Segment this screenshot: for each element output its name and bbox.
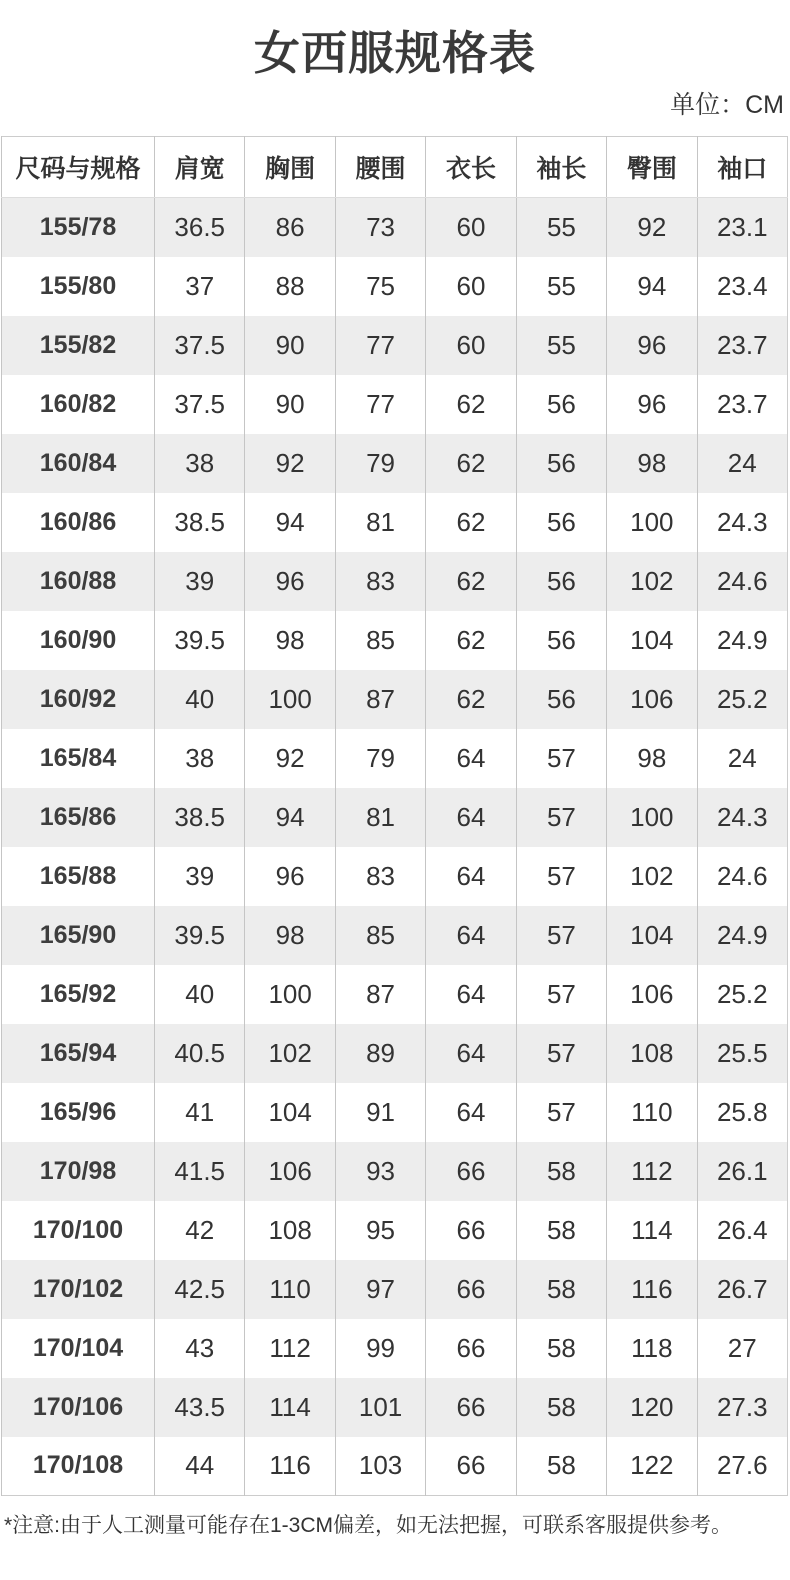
- value-cell: 43: [155, 1319, 245, 1378]
- value-cell: 75: [335, 257, 425, 316]
- value-cell: 87: [335, 670, 425, 729]
- value-cell: 23.7: [697, 375, 787, 434]
- size-cell: 155/80: [2, 257, 155, 316]
- header-cell-1: 肩宽: [155, 137, 245, 198]
- value-cell: 114: [245, 1378, 335, 1437]
- size-cell: 165/94: [2, 1024, 155, 1083]
- value-cell: 57: [516, 847, 606, 906]
- value-cell: 114: [607, 1201, 697, 1260]
- table-row: [2, 611, 788, 670]
- value-cell: 79: [335, 729, 425, 788]
- value-cell: 58: [516, 1437, 606, 1496]
- value-cell: 110: [245, 1260, 335, 1319]
- value-cell: 56: [516, 611, 606, 670]
- value-cell: 37.5: [155, 316, 245, 375]
- value-cell: 108: [245, 1201, 335, 1260]
- value-cell: 24.6: [697, 552, 787, 611]
- header-cell-4: 衣长: [426, 137, 516, 198]
- header-cell-7: 袖口: [697, 137, 787, 198]
- value-cell: 94: [245, 493, 335, 552]
- value-cell: 64: [426, 788, 516, 847]
- value-cell: 100: [245, 965, 335, 1024]
- value-cell: 24.9: [697, 906, 787, 965]
- table-row: [2, 729, 788, 788]
- size-cell: 155/82: [2, 316, 155, 375]
- table-header-row: [2, 137, 788, 198]
- table-row: [2, 906, 788, 965]
- table-row: [2, 493, 788, 552]
- value-cell: 37.5: [155, 375, 245, 434]
- value-cell: 95: [335, 1201, 425, 1260]
- value-cell: 66: [426, 1437, 516, 1496]
- value-cell: 96: [607, 375, 697, 434]
- value-cell: 43.5: [155, 1378, 245, 1437]
- value-cell: 83: [335, 552, 425, 611]
- value-cell: 98: [245, 611, 335, 670]
- value-cell: 83: [335, 847, 425, 906]
- value-cell: 58: [516, 1142, 606, 1201]
- table-row: [2, 1142, 788, 1201]
- table-body: [2, 198, 788, 1496]
- size-cell: 160/84: [2, 434, 155, 493]
- table-row: [2, 847, 788, 906]
- size-cell: 170/104: [2, 1319, 155, 1378]
- value-cell: 62: [426, 434, 516, 493]
- value-cell: 92: [245, 434, 335, 493]
- size-cell: 165/88: [2, 847, 155, 906]
- table-row: [2, 1024, 788, 1083]
- value-cell: 90: [245, 375, 335, 434]
- header-cell-2: 胸围: [245, 137, 335, 198]
- value-cell: 60: [426, 316, 516, 375]
- value-cell: 99: [335, 1319, 425, 1378]
- value-cell: 64: [426, 965, 516, 1024]
- value-cell: 66: [426, 1319, 516, 1378]
- value-cell: 36.5: [155, 198, 245, 257]
- value-cell: 38: [155, 434, 245, 493]
- value-cell: 24.6: [697, 847, 787, 906]
- value-cell: 58: [516, 1319, 606, 1378]
- value-cell: 57: [516, 729, 606, 788]
- note-text: *注意:由于人工测量可能存在1-3CM偏差，如无法把握，可联系客服提供参考。: [4, 1514, 733, 1537]
- value-cell: 85: [335, 611, 425, 670]
- spec-table: [1, 136, 788, 1496]
- size-cell: 165/92: [2, 965, 155, 1024]
- value-cell: 116: [607, 1260, 697, 1319]
- size-cell: 170/106: [2, 1378, 155, 1437]
- value-cell: 41: [155, 1083, 245, 1142]
- value-cell: 58: [516, 1201, 606, 1260]
- value-cell: 88: [245, 257, 335, 316]
- value-cell: 66: [426, 1260, 516, 1319]
- value-cell: 66: [426, 1201, 516, 1260]
- value-cell: 55: [516, 257, 606, 316]
- value-cell: 104: [607, 906, 697, 965]
- value-cell: 103: [335, 1437, 425, 1496]
- size-cell: 165/96: [2, 1083, 155, 1142]
- value-cell: 57: [516, 1083, 606, 1142]
- value-cell: 98: [607, 729, 697, 788]
- value-cell: 42.5: [155, 1260, 245, 1319]
- value-cell: 40: [155, 670, 245, 729]
- value-cell: 104: [607, 611, 697, 670]
- value-cell: 38.5: [155, 788, 245, 847]
- value-cell: 23.7: [697, 316, 787, 375]
- value-cell: 58: [516, 1378, 606, 1437]
- size-cell: 160/92: [2, 670, 155, 729]
- value-cell: 62: [426, 670, 516, 729]
- value-cell: 102: [245, 1024, 335, 1083]
- value-cell: 57: [516, 788, 606, 847]
- value-cell: 39.5: [155, 906, 245, 965]
- table-row: [2, 1437, 788, 1496]
- size-cell: 160/90: [2, 611, 155, 670]
- header-cell-3: 腰围: [335, 137, 425, 198]
- value-cell: 96: [607, 316, 697, 375]
- value-cell: 93: [335, 1142, 425, 1201]
- value-cell: 40.5: [155, 1024, 245, 1083]
- value-cell: 25.2: [697, 670, 787, 729]
- value-cell: 27: [697, 1319, 787, 1378]
- value-cell: 98: [607, 434, 697, 493]
- size-cell: 160/88: [2, 552, 155, 611]
- value-cell: 112: [245, 1319, 335, 1378]
- size-cell: 170/98: [2, 1142, 155, 1201]
- value-cell: 62: [426, 552, 516, 611]
- value-cell: 96: [245, 552, 335, 611]
- value-cell: 96: [245, 847, 335, 906]
- value-cell: 25.8: [697, 1083, 787, 1142]
- value-cell: 42: [155, 1201, 245, 1260]
- value-cell: 24.9: [697, 611, 787, 670]
- value-cell: 44: [155, 1437, 245, 1496]
- value-cell: 58: [516, 1260, 606, 1319]
- value-cell: 56: [516, 375, 606, 434]
- value-cell: 89: [335, 1024, 425, 1083]
- value-cell: 77: [335, 375, 425, 434]
- value-cell: 100: [245, 670, 335, 729]
- size-cell: 160/86: [2, 493, 155, 552]
- value-cell: 57: [516, 965, 606, 1024]
- value-cell: 64: [426, 847, 516, 906]
- value-cell: 87: [335, 965, 425, 1024]
- size-cell: 155/78: [2, 198, 155, 257]
- value-cell: 41.5: [155, 1142, 245, 1201]
- table-row: [2, 257, 788, 316]
- value-cell: 94: [607, 257, 697, 316]
- value-cell: 26.1: [697, 1142, 787, 1201]
- value-cell: 106: [607, 670, 697, 729]
- value-cell: 38.5: [155, 493, 245, 552]
- value-cell: 62: [426, 611, 516, 670]
- value-cell: 57: [516, 1024, 606, 1083]
- unit-label: 单位：CM: [670, 91, 784, 119]
- size-cell: 170/102: [2, 1260, 155, 1319]
- value-cell: 86: [245, 198, 335, 257]
- table-row: [2, 1319, 788, 1378]
- value-cell: 24: [697, 434, 787, 493]
- value-cell: 102: [607, 552, 697, 611]
- table-row: [2, 1083, 788, 1142]
- value-cell: 81: [335, 788, 425, 847]
- value-cell: 24.3: [697, 788, 787, 847]
- value-cell: 25.5: [697, 1024, 787, 1083]
- value-cell: 64: [426, 906, 516, 965]
- value-cell: 64: [426, 1083, 516, 1142]
- value-cell: 100: [607, 788, 697, 847]
- value-cell: 101: [335, 1378, 425, 1437]
- value-cell: 38: [155, 729, 245, 788]
- table-row: [2, 552, 788, 611]
- value-cell: 110: [607, 1083, 697, 1142]
- value-cell: 55: [516, 198, 606, 257]
- value-cell: 37: [155, 257, 245, 316]
- size-cell: 165/84: [2, 729, 155, 788]
- value-cell: 73: [335, 198, 425, 257]
- value-cell: 56: [516, 670, 606, 729]
- value-cell: 27.6: [697, 1437, 787, 1496]
- table-row: [2, 1260, 788, 1319]
- table-row: [2, 375, 788, 434]
- value-cell: 24.3: [697, 493, 787, 552]
- value-cell: 77: [335, 316, 425, 375]
- value-cell: 62: [426, 493, 516, 552]
- value-cell: 39.5: [155, 611, 245, 670]
- value-cell: 60: [426, 198, 516, 257]
- value-cell: 56: [516, 493, 606, 552]
- value-cell: 27.3: [697, 1378, 787, 1437]
- value-cell: 56: [516, 434, 606, 493]
- value-cell: 23.4: [697, 257, 787, 316]
- value-cell: 91: [335, 1083, 425, 1142]
- size-cell: 170/100: [2, 1201, 155, 1260]
- value-cell: 56: [516, 552, 606, 611]
- table-row: [2, 1378, 788, 1437]
- header-cell-5: 袖长: [516, 137, 606, 198]
- value-cell: 92: [245, 729, 335, 788]
- value-cell: 85: [335, 906, 425, 965]
- value-cell: 104: [245, 1083, 335, 1142]
- value-cell: 23.1: [697, 198, 787, 257]
- value-cell: 94: [245, 788, 335, 847]
- value-cell: 66: [426, 1142, 516, 1201]
- value-cell: 64: [426, 1024, 516, 1083]
- size-cell: 160/82: [2, 375, 155, 434]
- value-cell: 55: [516, 316, 606, 375]
- value-cell: 79: [335, 434, 425, 493]
- value-cell: 108: [607, 1024, 697, 1083]
- value-cell: 122: [607, 1437, 697, 1496]
- value-cell: 60: [426, 257, 516, 316]
- header-cell-6: 臀围: [607, 137, 697, 198]
- value-cell: 92: [607, 198, 697, 257]
- value-cell: 97: [335, 1260, 425, 1319]
- value-cell: 39: [155, 847, 245, 906]
- page-title: 女西服规格表: [254, 27, 536, 79]
- table-row: [2, 670, 788, 729]
- value-cell: 57: [516, 906, 606, 965]
- value-cell: 120: [607, 1378, 697, 1437]
- value-cell: 112: [607, 1142, 697, 1201]
- table-row: [2, 788, 788, 847]
- value-cell: 39: [155, 552, 245, 611]
- table-row: [2, 965, 788, 1024]
- value-cell: 106: [245, 1142, 335, 1201]
- value-cell: 106: [607, 965, 697, 1024]
- size-cell: 165/86: [2, 788, 155, 847]
- size-cell: 170/108: [2, 1437, 155, 1496]
- value-cell: 81: [335, 493, 425, 552]
- table-row: [2, 198, 788, 257]
- value-cell: 62: [426, 375, 516, 434]
- table-row: [2, 316, 788, 375]
- value-cell: 100: [607, 493, 697, 552]
- header-cell-0: 尺码与规格: [2, 137, 155, 198]
- table-row: [2, 434, 788, 493]
- value-cell: 116: [245, 1437, 335, 1496]
- value-cell: 90: [245, 316, 335, 375]
- value-cell: 98: [245, 906, 335, 965]
- value-cell: 25.2: [697, 965, 787, 1024]
- value-cell: 66: [426, 1378, 516, 1437]
- value-cell: 40: [155, 965, 245, 1024]
- table-row: [2, 1201, 788, 1260]
- value-cell: 26.4: [697, 1201, 787, 1260]
- value-cell: 24: [697, 729, 787, 788]
- size-cell: 165/90: [2, 906, 155, 965]
- value-cell: 118: [607, 1319, 697, 1378]
- value-cell: 64: [426, 729, 516, 788]
- value-cell: 102: [607, 847, 697, 906]
- value-cell: 26.7: [697, 1260, 787, 1319]
